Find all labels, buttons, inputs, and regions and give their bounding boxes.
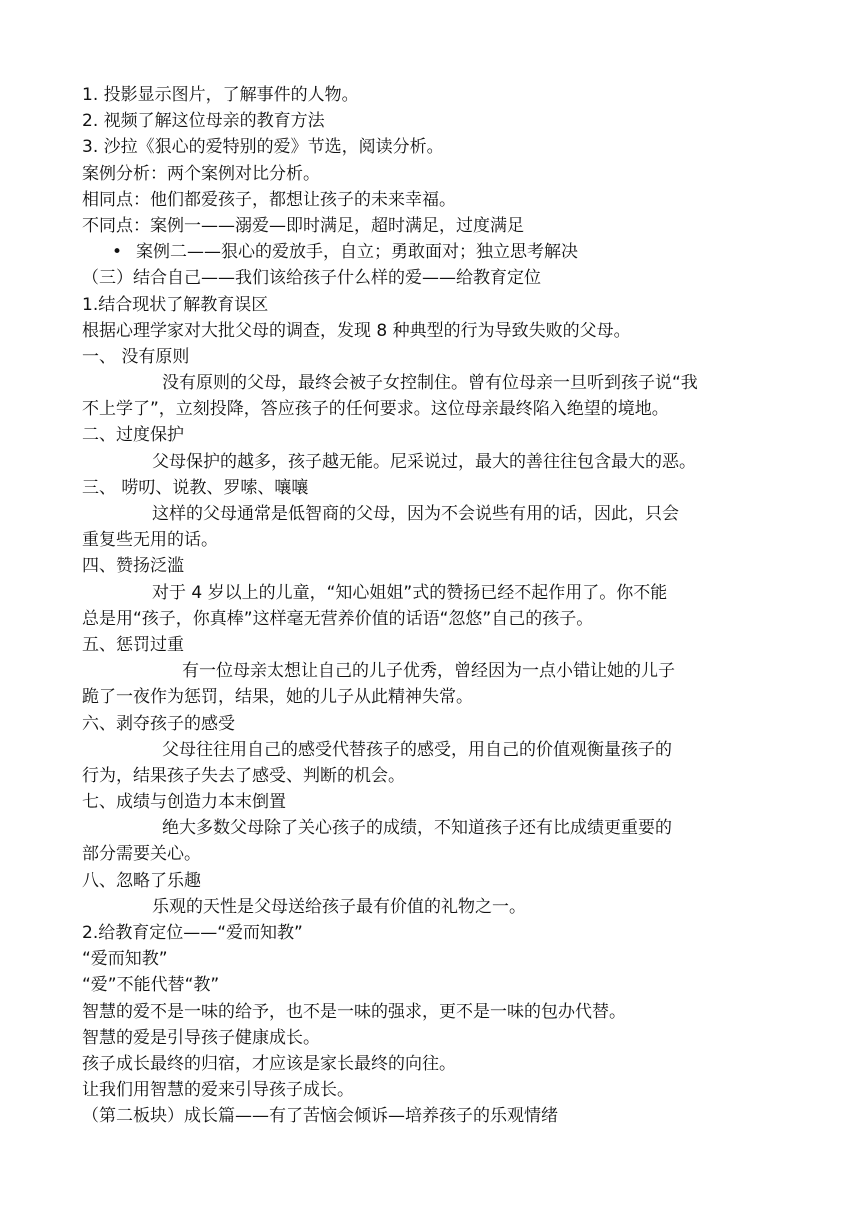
bullet-icon: • — [112, 242, 123, 263]
paragraph-text: 没有原则的父母，最终会被子女控制住。曾有位母亲一旦听到孩子说“我 — [162, 373, 698, 394]
paragraph-text: 孩子成长最终的归宿，才应该是家长最终的向往。 — [82, 1053, 456, 1074]
misconception-heading-6: 六、剥夺孩子的感受 — [82, 713, 235, 734]
paragraph-text: 绝大多数父母除了关心孩子的成绩，不知道孩子还有比成绩更重要的 — [162, 818, 672, 839]
paragraph-text: 部分需要关心。 — [82, 844, 201, 865]
misconception-heading-3: 三、 唠叨、说教、罗嗦、嚷嚷 — [82, 477, 309, 498]
section-heading-block-2: （第二板块）成长篇——有了苦恼会倾诉—培养孩子的乐观情绪 — [82, 1106, 558, 1127]
paragraph-text: 让我们用智慧的爱来引导孩子成长。 — [82, 1080, 354, 1101]
misconception-heading-5: 五、惩罚过重 — [82, 634, 184, 655]
similarity-line: 相同点：他们都爱孩子，都想让孩子的未来幸福。 — [82, 189, 456, 210]
list-item-3: 3. 沙拉《狠心的爱特别的爱》节选，阅读分析。 — [82, 137, 444, 158]
document-page — [82, 82, 782, 1130]
paragraph-text: 总是用“孩子，你真棒”这样毫无营养价值的话语“忽悠”自己的孩子。 — [82, 608, 594, 629]
subheading-education-positioning: 2.给教育定位——“爱而知教” — [82, 923, 303, 943]
misconception-heading-8: 八、忽略了乐趣 — [82, 870, 201, 891]
misconception-heading-4: 四、赞扬泛滥 — [82, 556, 184, 577]
paragraph-text: 智慧的爱是引导孩子健康成长。 — [82, 1027, 320, 1048]
paragraph-text: 行为，结果孩子失去了感受、判断的机会。 — [82, 765, 405, 786]
paragraph-text: 对于 4 岁以上的儿童，“知心姐姐”式的赞扬已经不起作用了。你不能 — [152, 582, 668, 603]
quote-line: “爱”不能代替“教” — [82, 975, 220, 996]
case-analysis-line: 案例分析：两个案例对比分析。 — [82, 163, 320, 184]
list-item-1: 1. 投影显示图片，了解事件的人物。 — [82, 85, 359, 105]
survey-intro-line: 根据心理学家对大批父母的调查，发现 8 种典型的行为导致失败的父母。 — [82, 320, 631, 341]
paragraph-text: 不上学了”，立刻投降，答应孩子的任何要求。这位母亲最终陷入绝望的境地。 — [82, 399, 669, 420]
section-heading-3: （三）结合自己——我们该给孩子什么样的爱——给教育定位 — [82, 268, 541, 289]
list-item-2: 2. 视频了解这位母亲的教育方法 — [82, 111, 325, 132]
paragraph-text: 有一位母亲太想让自己的儿子优秀，曾经因为一点小错让她的儿子 — [182, 661, 675, 682]
paragraph-text: 乐观的天性是父母送给孩子最有价值的礼物之一。 — [152, 896, 526, 917]
paragraph-text: 跪了一夜作为惩罚，结果，她的儿子从此精神失常。 — [82, 687, 473, 708]
paragraph-text: 父母往往用自己的感受代替孩子的感受，用自己的价值观衡量孩子的 — [162, 739, 672, 760]
difference-line: 不同点：案例一——溺爱—即时满足，超时满足，过度满足 — [82, 215, 524, 236]
bullet-item-text: 案例二——狠心的爱放手，自立；勇敢面对；独立思考解决 — [136, 242, 578, 263]
bullet-item-case-two — [82, 239, 782, 265]
misconception-heading-2: 二、过度保护 — [82, 425, 184, 446]
subheading-education-misconceptions: 1.结合现状了解教育误区 — [82, 294, 269, 315]
paragraph-text: 重复些无用的话。 — [82, 530, 218, 551]
paragraph-text: 智慧的爱不是一味的给予，也不是一味的强求，更不是一味的包办代替。 — [82, 1001, 626, 1022]
paragraph-text: 父母保护的越多，孩子越无能。尼采说过，最大的善往往包含最大的恶。 — [152, 451, 696, 472]
misconception-heading-1: 一、 没有原则 — [82, 346, 190, 367]
paragraph-text: 这样的父母通常是低智商的父母，因为不会说些有用的话，因此，只会 — [152, 504, 679, 524]
misconception-heading-7: 七、成绩与创造力本末倒置 — [82, 792, 286, 813]
quote-line: “爱而知教” — [82, 949, 168, 970]
